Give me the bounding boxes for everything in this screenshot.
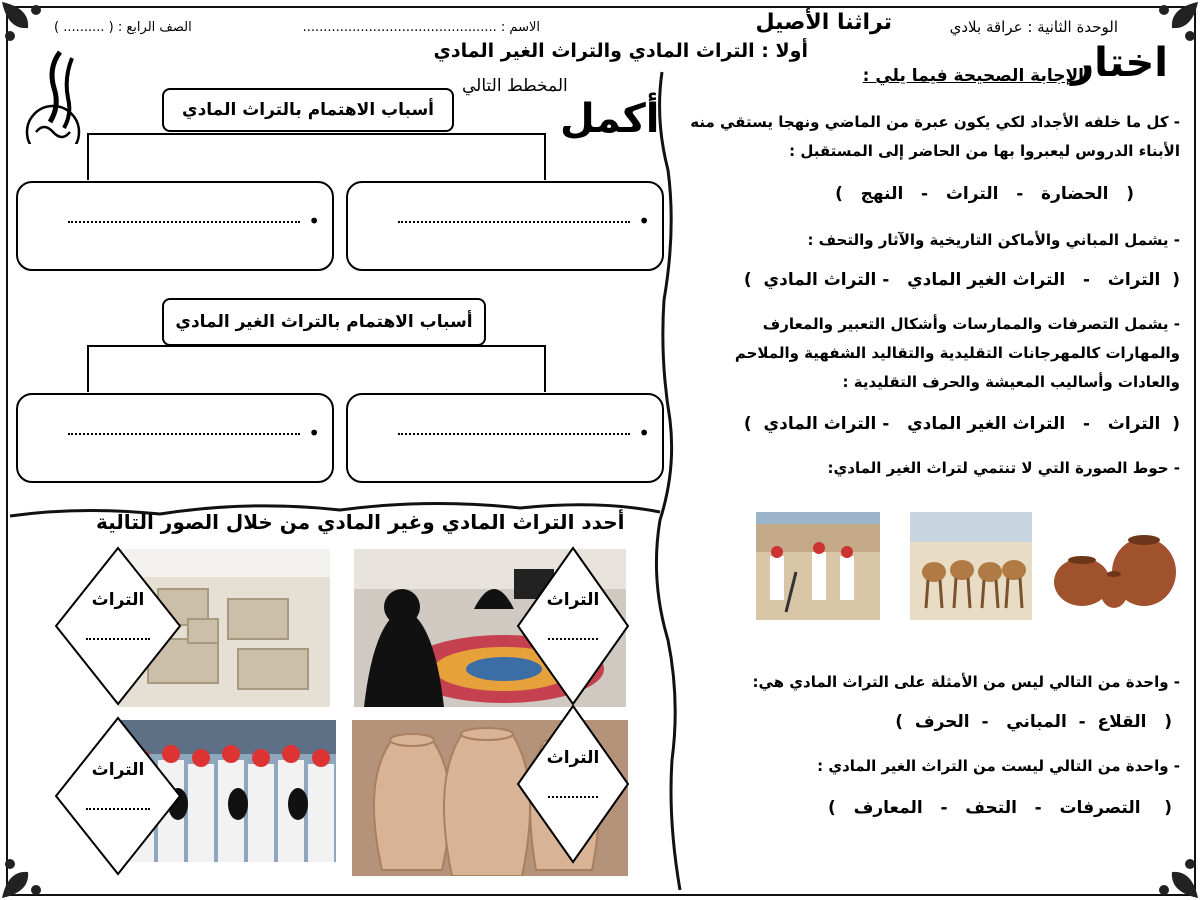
tangible-reason-box-1[interactable] (346, 181, 664, 271)
answer-line[interactable] (548, 638, 598, 640)
bullet-icon: • (308, 209, 320, 233)
game-players-photo[interactable] (756, 512, 880, 620)
answer-line[interactable] (68, 221, 300, 223)
intangible-causes-title: أسباب الاهتمام بالتراث الغير المادي (162, 298, 486, 346)
complete-hint: المخطط التالي (462, 76, 568, 96)
diamond-shape (54, 716, 182, 876)
question-1: - كل ما خلفه الأجداد لكي يكون عبرة من الماضي ونهجا يستقي منه الأبناء الدروس ليعبروا بها من الحاضر إلى المستقبل : (690, 113, 1180, 160)
pottery-pots-photo[interactable] (1052, 528, 1178, 610)
answer-line[interactable] (398, 433, 630, 435)
diamond-label: التراث (91, 590, 145, 610)
choose-subheading: الإجابة الصحيحة فيما يلي : (862, 66, 1084, 86)
diamond-shape (516, 704, 630, 864)
answer-line[interactable] (86, 638, 150, 640)
question-4: - حوط الصورة التي لا تنتمي لتراث الغير المادي: (827, 459, 1180, 477)
bullet-icon: • (638, 421, 650, 445)
question-6-options[interactable]: ( التصرفات - التحف - المعارف ) (828, 798, 1172, 818)
heritage-type-diamond[interactable] (54, 546, 182, 706)
heritage-type-diamond[interactable] (516, 704, 630, 864)
images-heading: أحدد التراث المادي وغير المادي من خلال الصور التالية (96, 510, 625, 534)
diamond-shape (54, 546, 182, 706)
answer-line[interactable] (68, 433, 300, 435)
diamond-label: التراث (546, 748, 600, 768)
heritage-type-diamond[interactable] (516, 546, 630, 706)
camels-photo[interactable] (910, 512, 1032, 620)
question-3-options[interactable]: ( التراث - التراث الغير المادي - التراث المادي ) (743, 414, 1180, 434)
unit-title: الوحدة الثانية : عراقة بلادي (949, 18, 1118, 36)
choose-heading: اختار (1071, 40, 1168, 86)
heritage-type-diamond[interactable] (54, 716, 182, 876)
question-2: - يشمل المباني والأماكن التاريخية والآثار والتحف : (807, 231, 1180, 249)
question-1-options[interactable]: ( الحضارة - التراث - النهج ) (835, 184, 1134, 204)
answer-line[interactable] (548, 796, 598, 798)
diamond-label: التراث (91, 760, 145, 780)
tangible-reason-box-2[interactable] (16, 181, 334, 271)
diamond-label: التراث (546, 590, 600, 610)
lesson-subtitle: أولا : التراث المادي والتراث الغير المادي (433, 40, 808, 62)
question-6: - واحدة من التالي ليست من التراث الغير المادي : (817, 757, 1180, 775)
grade-field[interactable]: الصف الرابع : ( .......... ) (54, 20, 192, 35)
answer-line[interactable] (86, 808, 150, 810)
bullet-icon: • (308, 421, 320, 445)
answer-line[interactable] (398, 221, 630, 223)
question-5-options[interactable]: ( القلاع - المباني - الحرف ) (895, 712, 1172, 732)
question-3: - يشمل التصرفات والممارسات وأشكال التعبير والمعارف والمهارات كالمهرجانات التقليدية والتقاليد الشفهية والملاحم والعادات وأساليب المعيشة والحرف التقليدية : (734, 315, 1180, 391)
complete-heading: أكمل (560, 96, 660, 142)
question-5: - واحدة من التالي ليس من الأمثلة على التراث المادي هي: (752, 673, 1180, 691)
question-2-options[interactable]: ( التراث - التراث الغير المادي - التراث المادي ) (743, 270, 1180, 290)
tangible-causes-title: أسباب الاهتمام بالتراث المادي (162, 88, 454, 132)
bullet-icon: • (638, 209, 650, 233)
page-title: تراثنا الأصيل (755, 10, 892, 35)
intangible-reason-box-2[interactable] (16, 393, 334, 483)
intangible-reason-box-1[interactable] (346, 393, 664, 483)
student-name-field[interactable]: الاسم : ............................................... (302, 20, 540, 35)
diamond-shape (516, 546, 630, 706)
